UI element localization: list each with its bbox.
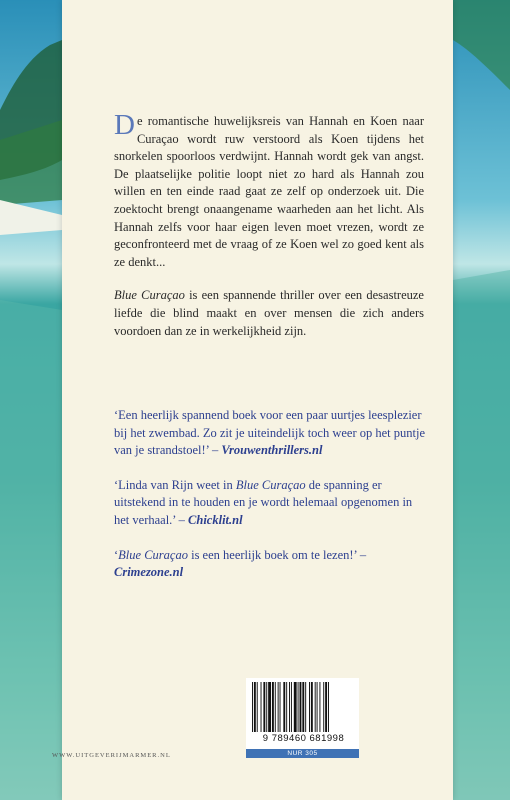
blurb-paragraph-1 — [114, 109, 424, 271]
barcode-bars-icon — [246, 678, 359, 734]
blurb-text — [114, 109, 424, 356]
review-quote-2-source: Chicklit.nl — [188, 512, 243, 527]
blurb-paragraph-2-text: is een spannende thriller over een desastreuze liefde die blind maakt en over mensen die zich anders voordoen dan ze in werkelijkheid zijn. — [114, 288, 424, 338]
review-quote-3 — [114, 547, 429, 582]
review-quote-1 — [114, 407, 429, 460]
blurb-paragraph-1-text: e romantische huwelijksreis van Hannah en Koen naar Curaçao wordt ruw verstoord als Koen tijdens het snorkelen spoorloos verdwijnt. Hannah wordt gek van angst. De plaatselijke politie loopt niet zo hard als Hannah zou willen en ten einde raad gaat ze zelf op onderzoek uit. Die zoektocht brengt onaangename waarheden aan het licht. Als Hannah zelfs voor haar eigen leven moet vrezen, wordt ze geconfronteerd met de vraag of ze Koen wel zo goed kent als ze denkt... — [114, 114, 424, 269]
drop-cap: D — [114, 109, 135, 141]
book-title-italic: Blue Curaçao — [114, 288, 185, 303]
review-quote-2-title: Blue Curaçao — [235, 477, 306, 492]
review-quote-3-title: Blue Curaçao — [118, 547, 188, 562]
review-quote-2-lead: ‘Linda van Rijn weet in — [114, 477, 236, 492]
review-quote-3-text: is een heerlijk boek om te lezen!’ – — [187, 547, 367, 562]
review-quote-1-text: ‘Een heerlijk spannend boek voor een paar uurtjes leesplezier bij het zwembad. Zo zit je uiteindelijk toch weer op het puntje van je strandstoel!’ – — [114, 408, 426, 458]
review-quote-3-lead: ‘ — [114, 547, 119, 562]
isbn-barcode — [246, 678, 359, 758]
review-quote-1-source: Vrouwenthrillers.nl — [221, 443, 323, 458]
review-quotes — [114, 407, 429, 599]
blurb-paragraph-2 — [114, 287, 424, 340]
nur-code-label: NUR 305 — [246, 749, 359, 758]
review-quote-2-text: de spanning er uitstekend in te houden en je wordt helemaal opgenomen in het verhaal.’ – — [114, 477, 413, 527]
publisher-website: WWW.UITGEVERIJMARMER.NL — [52, 752, 171, 759]
review-quote-3-source: Crimezone.nl — [114, 565, 184, 580]
review-quote-2 — [114, 477, 429, 530]
isbn-digits: 9 789460 681998 — [262, 733, 345, 744]
